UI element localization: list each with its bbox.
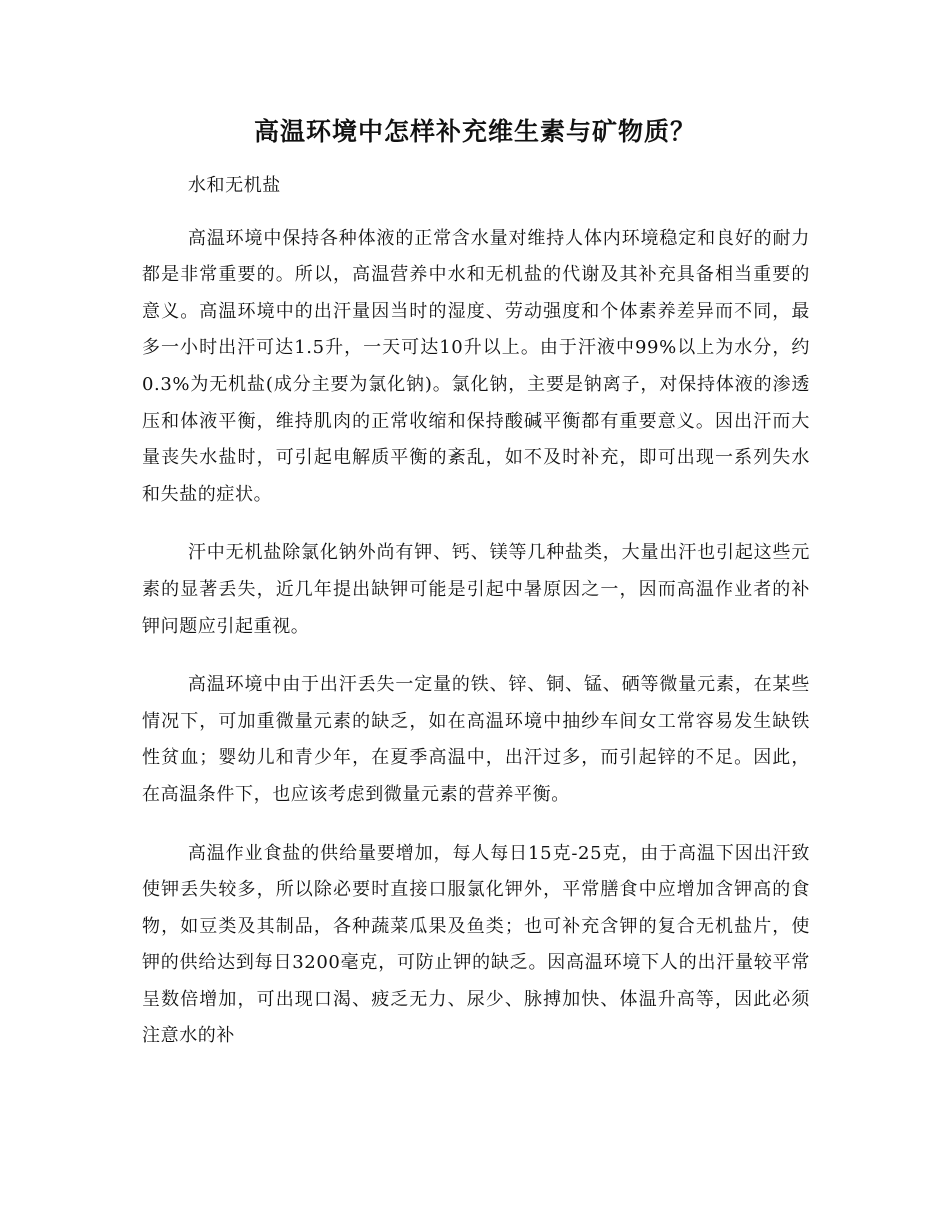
section-heading: 水和无机盐	[187, 175, 281, 196]
paragraph: 高温作业食盐的供给量要增加，每人每日15克-25克，由于高温下因出汗致使钾丢失较多，所以除必要时直接口服氯化钾外，平常膳食中应增加含钾高的食物，如豆类及其制品，各种蔬菜瓜果及鱼类；也可补充含钾的复合无机盐片，使钾的供给达到每日3200毫克，可防止钾的缺乏。因高温环境下人的出汗量较平常呈数倍增加，可出现口渴、疲乏无力、尿少、脉搏加快、体温升高等，因此必须注意水的补	[142, 842, 810, 1047]
document-body	[142, 168, 810, 1077]
paragraph: 高温环境中保持各种体液的正常含水量对维持人体内环境稳定和良好的耐力都是非常重要的。所以，高温营养中水和无机盐的代谢及其补充具备相当重要的意义。高温环境中的出汗量因当时的湿度、劳动强度和个体素养差异而不同，最多一小时出汗可达1.5升，一天可达10升以上。由于汗液中99%以上为水分，约0.3%为无机盐(成分主要为氯化钠)。氯化钠，主要是钠离子，对保持体液的渗透压和体液平衡，维持肌肉的正常收缩和保持酸碱平衡都有重要意义。因出汗而大量丧失水盐时，可引起电解质平衡的紊乱，如不及时补充，即可出现一系列失水和失盐的症状。	[142, 227, 810, 505]
paragraph: 高温环境中由于出汗丢失一定量的铁、锌、铜、锰、硒等微量元素，在某些情况下，可加重微量元素的缺乏，如在高温环境中抽纱车间女工常容易发生缺铁性贫血；婴幼儿和青少年，在夏季高温中，出汗过多，而引起锌的不足。因此，在高温条件下，也应该考虑到微量元素的营养平衡。	[142, 674, 810, 805]
page-title: 高温环境中怎样补充维生素与矿物质？	[253, 117, 696, 146]
paragraph: 汗中无机盐除氯化钠外尚有钾、钙、镁等几种盐类，大量出汗也引起这些元素的显著丢失，近几年提出缺钾可能是引起中暑原因之一，因而高温作业者的补钾问题应引起重视。	[142, 542, 810, 637]
